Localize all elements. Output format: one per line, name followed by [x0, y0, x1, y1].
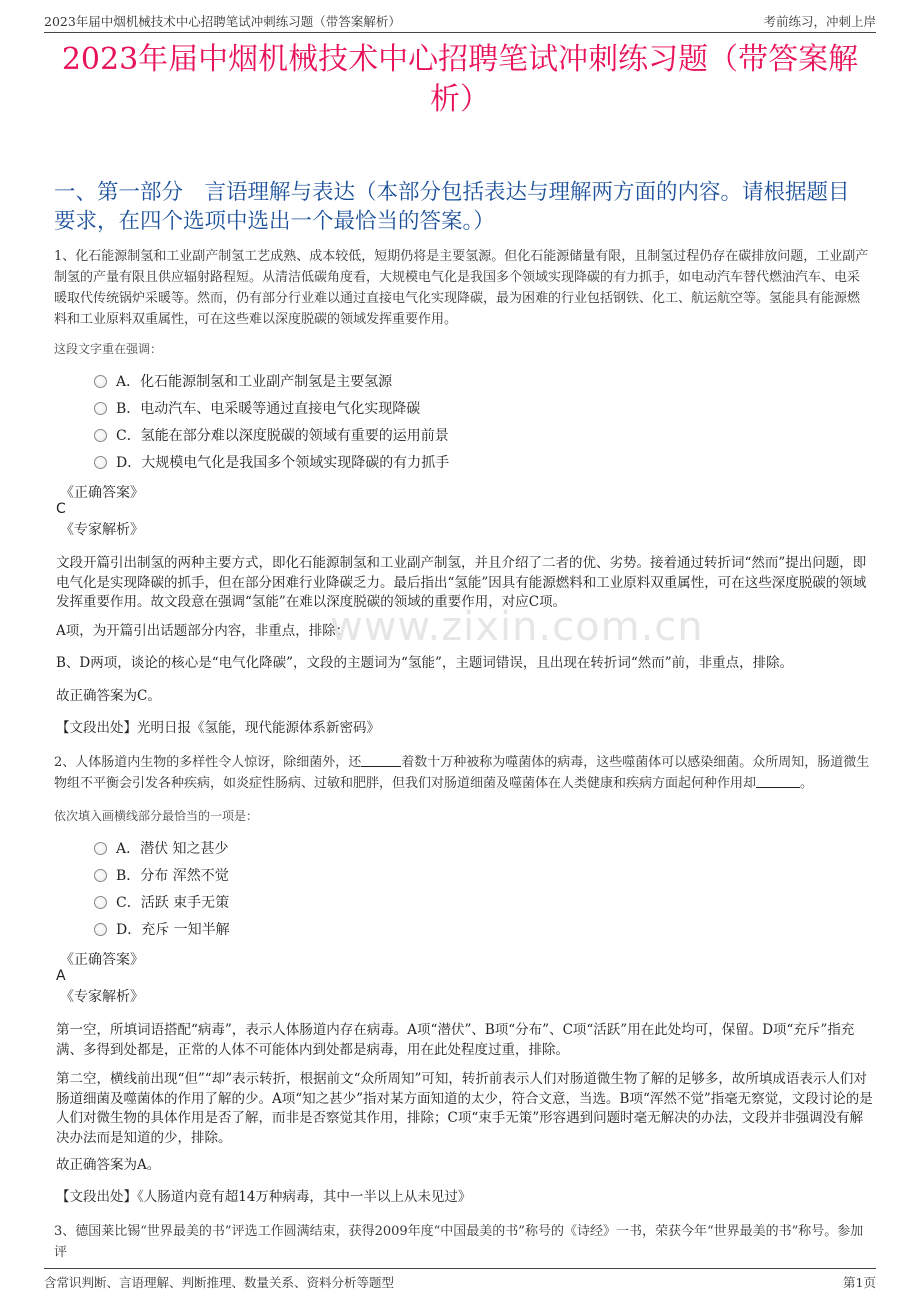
- q2-analysis-para-1: 第一空，所填词语搭配“病毒”，表示人体肠道内存在病毒。A项“潜伏”、B项“分布”、C项“活跃”用在此处均可，保留。D项“充斥”指充满、多得到处都是，正常的人体不可能体内到处都是病毒，用在此处程度过重，排除。: [56, 1022, 855, 1058]
- q1-answer: C: [56, 501, 66, 517]
- radio-icon[interactable]: [94, 896, 107, 909]
- radio-icon[interactable]: [94, 923, 107, 936]
- q1-analysis-para-1: 文段开篇引出制氢的两种主要方式，即化石能源制氢和工业副产制氢，并且介绍了二者的优、劣势。接着通过转折词“然而”提出问题，即电气化是实现降碳的抓手，但在部分困难行业降碳乏力。最后指出“氢能”因具有能源燃料和工业原料双重属性，可在这些深度脱碳的领域发挥重要作用。故文段意在强调“氢能”在难以深度脱碳的领域的重要作用，对应C项。: [56, 555, 867, 610]
- q1-option-c[interactable]: [94, 425, 449, 447]
- q1-option-b-label: B．电动汽车、电采暖等通过直接电气化实现降碳: [116, 401, 421, 417]
- q1-analysis-para-4: 故正确答案为C。: [56, 688, 161, 704]
- q1-option-b[interactable]: [94, 398, 420, 420]
- question-1-stem: 1、化石能源制氢和工业副产制氢工艺成熟、成本较低，短期仍将是主要氢源。但化石能源储量有限，且制氢过程仍存在碳排放问题，工业副产制氢的产量有限且供应辐射路程短。从清洁低碳角度看，大规模电气化是我国多个领域实现降碳的有力抓手，如电动汽车替代燃油汽车、电采暖取代传统锅炉采暖等。然而，仍有部分行业难以通过直接电气化实现降碳，最为困难的行业包括钢铁、化工、航运航空等。氢能具有能源燃料和工业原料双重属性，可在这些难以深度脱碳的领域发挥重要作用。: [54, 249, 869, 327]
- q1-answer-label: 《正确答案》: [60, 485, 144, 501]
- q2-source: 【文段出处】《人肠道内竟有超14万种病毒，其中一半以上从未见过》: [56, 1189, 472, 1205]
- question-2-stem: [54, 752, 872, 794]
- q2-blank-2: [756, 775, 800, 788]
- question-3-stem: 3、德国莱比锡“世界最美的书”评选工作圆满结束，获得2009年度“中国最美的书”称号的《诗经》一书，荣获今年“世界最美的书”称号。参加评: [54, 1224, 864, 1260]
- q1-source: 【文段出处】光明日报《氢能，现代能源体系新密码》: [56, 720, 380, 736]
- header-slogan: 考前练习，冲刺上岸: [763, 14, 876, 29]
- page-footer: [44, 1268, 876, 1291]
- footer-question-types: 含常识判断、言语理解、判断推理、数量关系、资料分析等题型: [44, 1275, 395, 1290]
- q2-answer: A: [56, 968, 66, 984]
- q2-stem-part-2: 着数十万种被称为噬菌体的病毒，这些噬菌体可以感染细菌。众所周知，肠道微生物组不平衡会引发各种疾病，如炎症性肠病、过敏和肥胖，但我们对肠道细菌及噬菌体在人类健康和疾病方面起何种作用却: [54, 755, 870, 791]
- q2-option-a-label: A．潜伏 知之甚少: [116, 841, 229, 857]
- q1-analysis-label: 《专家解析》: [60, 522, 144, 538]
- page-header: [44, 10, 876, 33]
- q2-analysis-para-3: 故正确答案为A。: [56, 1157, 161, 1173]
- q1-option-a-label: A．化石能源制氢和工业副产制氢是主要氢源: [116, 374, 393, 390]
- question-2-prompt: 依次填入画横线部分最恰当的一项是：: [54, 809, 259, 823]
- q2-option-a[interactable]: [94, 838, 229, 860]
- q2-stem-part-1: 2、人体肠道内生物的多样性令人惊讶，除细菌外，还: [54, 755, 362, 770]
- q2-blank-1: [361, 754, 401, 767]
- header-doc-title: 2023年届中烟机械技术中心招聘笔试冲刺练习题（带答案解析）: [44, 14, 401, 29]
- q1-option-d[interactable]: [94, 452, 449, 474]
- page-number: 第1页: [843, 1275, 876, 1290]
- q1-analysis-para-2: A项，为开篇引出话题部分内容，非重点，排除；: [56, 623, 350, 639]
- q1-option-c-label: C．氢能在部分难以深度脱碳的领域有重要的运用前景: [116, 428, 449, 444]
- q2-option-b-label: B．分布 浑然不觉: [116, 868, 229, 884]
- page-title: 2023年届中烟机械技术中心招聘笔试冲刺练习题（带答案解析）: [61, 42, 859, 117]
- watermark: www.zixin.com.cn: [330, 604, 704, 650]
- radio-icon[interactable]: [94, 842, 107, 855]
- q2-option-b[interactable]: [94, 865, 229, 887]
- q2-stem-part-3: 。: [800, 776, 814, 791]
- q2-analysis-para-2: 第二空，横线前出现“但”“却”表示转折，根据前文“众所周知”可知，转折前表示人们对肠道微生物了解的足够多，故所填成语表示人们对肠道细菌及噬菌体的作用了解的少。A项“知之甚少”指对某方面知道的太少，符合文意，当选。B项“浑然不觉”指毫无察觉，文段讨论的是人们对微生物的具体作用是否了解，而非是否察觉其作用，排除；C项“束手无策”形容遇到问题时毫无解决的办法，文段并非强调没有解决办法而是知道的少，排除。: [56, 1071, 873, 1146]
- q1-option-a[interactable]: [94, 371, 392, 393]
- q2-option-c-label: C．活跃 束手无策: [116, 895, 230, 911]
- q2-answer-label: 《正确答案》: [60, 952, 144, 968]
- q1-analysis-para-3: B、D两项，谈论的核心是“电气化降碳”，文段的主题词为“氢能”，主题词错误，且出现在转折词“然而”前，非重点，排除。: [56, 655, 794, 671]
- radio-icon[interactable]: [94, 456, 107, 469]
- section-heading: 一、第一部分 言语理解与表达（本部分包括表达与理解两方面的内容。请根据题目要求，在四个选项中选出一个最恰当的答案。）: [54, 180, 850, 234]
- q2-option-d-label: D．充斥 一知半解: [116, 922, 230, 938]
- q2-analysis-label: 《专家解析》: [60, 989, 144, 1005]
- radio-icon[interactable]: [94, 869, 107, 882]
- radio-icon[interactable]: [94, 429, 107, 442]
- q1-option-d-label: D．大规模电气化是我国多个领域实现降碳的有力抓手: [116, 455, 450, 471]
- question-1-prompt: 这段文字重在强调：: [54, 342, 163, 356]
- q2-option-d[interactable]: [94, 919, 230, 941]
- q2-option-c[interactable]: [94, 892, 229, 914]
- radio-icon[interactable]: [94, 375, 107, 388]
- radio-icon[interactable]: [94, 402, 107, 415]
